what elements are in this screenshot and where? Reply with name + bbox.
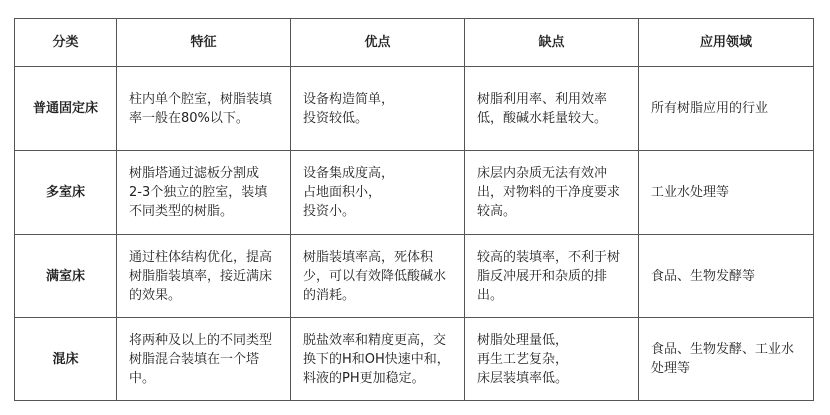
disadvantage-cell — [465, 318, 639, 401]
cell-line: 2-3个独立的腔室，装填 — [129, 185, 268, 200]
cell-line: 树脂装填率高，死体积 — [303, 249, 434, 265]
cell-line: 所有树脂应用的行业 — [651, 101, 769, 116]
cell-line: 床层内杂质无法有效冲 — [477, 166, 608, 181]
cell-line: 设备集成度高， — [303, 166, 395, 181]
cell-line: 不同类型的树脂。 — [129, 204, 234, 219]
cell-line: 投资小。 — [303, 204, 356, 219]
header-advantage: 优点 — [291, 19, 465, 67]
header-category: 分类 — [15, 19, 117, 67]
cell-line: 率一般在80%以下。 — [129, 110, 249, 126]
application-cell — [639, 151, 814, 235]
feature-cell — [117, 318, 291, 401]
cell-line: 换下的H和OH快速中和， — [303, 351, 450, 367]
table-row — [15, 151, 814, 235]
advantage-cell — [291, 235, 465, 318]
cell-line: 较高的装填率，不利于树 — [477, 249, 621, 265]
cell-line: 再生工艺复杂， — [477, 351, 569, 367]
table-row — [15, 67, 814, 151]
cell-line: 出。 — [477, 287, 504, 303]
advantage-cell — [291, 318, 465, 401]
cell-line: 较高。 — [477, 204, 517, 219]
cell-line: 处理等 — [651, 361, 691, 376]
category-cell: 混床 — [15, 318, 117, 401]
cell-line: 投资较低。 — [303, 110, 369, 126]
cell-line: 的效果。 — [129, 287, 182, 303]
header-disadvantage: 缺点 — [465, 19, 639, 67]
category-cell: 多室床 — [15, 151, 117, 235]
cell-line: 树脂处理量低， — [477, 332, 569, 348]
table-row — [15, 235, 814, 318]
cell-line: 料液的PH更加稳定。 — [303, 370, 425, 386]
cell-line: 床层装填率低。 — [477, 370, 569, 386]
table-row — [15, 318, 814, 401]
cell-line: 将两种及以上的不同类型 — [129, 332, 273, 348]
category-cell: 满室床 — [15, 235, 117, 318]
resin-bed-comparison-table — [14, 18, 814, 401]
feature-cell — [117, 67, 291, 151]
cell-line: 树脂利用率、利用效率 — [477, 91, 608, 107]
disadvantage-cell — [465, 151, 639, 235]
cell-line: 通过柱体结构优化，提高 — [129, 249, 273, 265]
cell-line: 少，可以有效降低酸碱水 — [303, 268, 447, 284]
cell-line: 的消耗。 — [303, 287, 356, 303]
cell-line: 占地面积小， — [303, 185, 382, 200]
application-cell — [639, 235, 814, 318]
cell-line: 脂反冲展开和杂质的排 — [477, 268, 608, 284]
advantage-cell — [291, 67, 465, 151]
header-feature: 特征 — [117, 19, 291, 67]
advantage-cell — [291, 151, 465, 235]
cell-line: 柱内单个腔室，树脂装填 — [129, 91, 273, 107]
disadvantage-cell — [465, 67, 639, 151]
cell-line: 低，酸碱水耗量较大。 — [477, 110, 608, 126]
comparison-table-container — [14, 18, 813, 401]
application-cell — [639, 67, 814, 151]
cell-line: 出，对物料的干净度要求 — [477, 185, 621, 200]
cell-line: 食品、生物发酵等 — [651, 268, 756, 284]
cell-line: 设备构造简单， — [303, 91, 395, 107]
cell-line: 树脂塔通过滤板分割成 — [129, 166, 260, 181]
table-header-row — [15, 19, 814, 67]
cell-line: 中。 — [129, 370, 156, 386]
cell-line: 树脂混合装填在一个塔 — [129, 351, 260, 367]
cell-line: 树脂脂装填率，接近满床 — [129, 268, 273, 284]
cell-line: 脱盐效率和精度更高，交 — [303, 332, 447, 348]
cell-line: 工业水处理等 — [651, 185, 730, 200]
cell-line: 食品、生物发酵、工业水 — [651, 342, 795, 357]
category-cell: 普通固定床 — [15, 67, 117, 151]
application-cell — [639, 318, 814, 401]
feature-cell — [117, 151, 291, 235]
disadvantage-cell — [465, 235, 639, 318]
feature-cell — [117, 235, 291, 318]
header-application: 应用领域 — [639, 19, 814, 67]
